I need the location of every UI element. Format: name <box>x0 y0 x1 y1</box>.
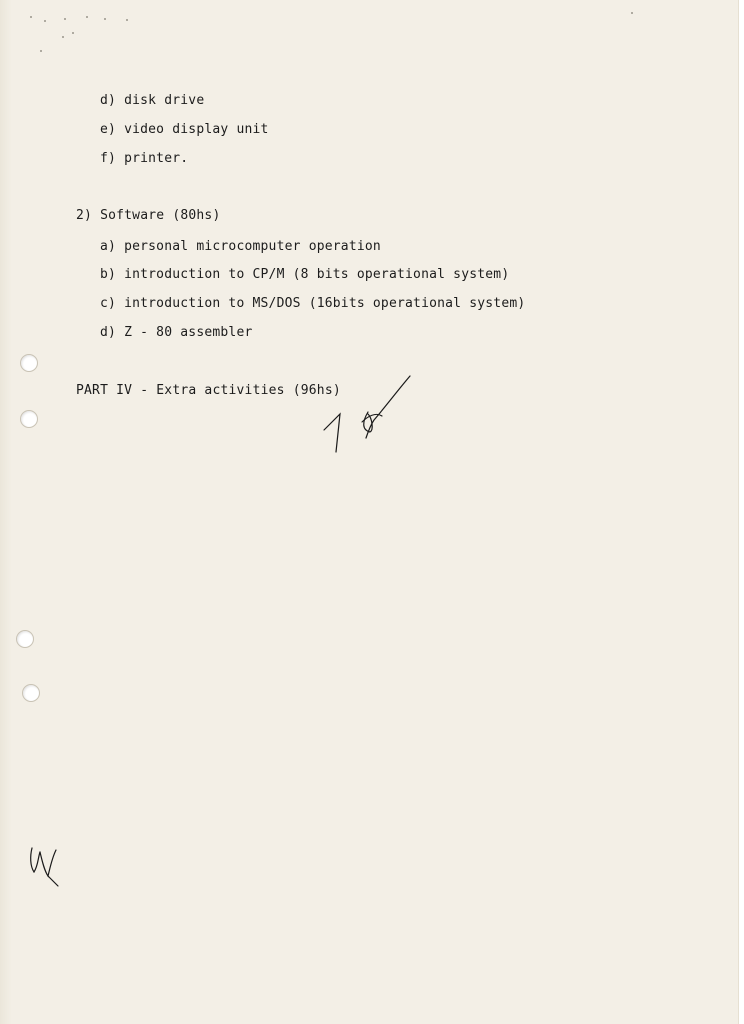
signature <box>318 372 418 462</box>
paper-speck <box>62 36 64 38</box>
list-item-microcomputer-operation: a) personal microcomputer operation <box>100 239 381 254</box>
punch-hole <box>22 684 40 702</box>
punch-hole <box>20 410 38 428</box>
paper-speck <box>126 19 128 21</box>
paper-speck <box>72 32 74 34</box>
paper-speck <box>64 18 66 20</box>
paper-speck <box>631 12 633 14</box>
paper-speck <box>40 50 42 52</box>
page-edge-shadow <box>0 0 12 1024</box>
part-heading-extra-activities: PART IV - Extra activities (96hs) <box>76 383 341 398</box>
section-heading-software: 2) Software (80hs) <box>76 208 221 223</box>
paper-speck <box>44 20 46 22</box>
list-item-video-display: e) video display unit <box>100 122 269 137</box>
initials <box>26 840 66 890</box>
list-item-msdos: c) introduction to MS/DOS (16bits operational system) <box>100 296 526 311</box>
paper-speck <box>86 16 88 18</box>
paper-speck <box>104 18 106 20</box>
punch-hole <box>20 354 38 372</box>
paper-speck <box>30 16 32 18</box>
list-item-disk-drive: d) disk drive <box>100 93 205 108</box>
list-item-printer: f) printer. <box>100 151 189 166</box>
punch-hole <box>16 630 34 648</box>
list-item-cpm: b) introduction to CP/M (8 bits operational system) <box>100 267 510 282</box>
list-item-z80: d) Z - 80 assembler <box>100 325 253 340</box>
